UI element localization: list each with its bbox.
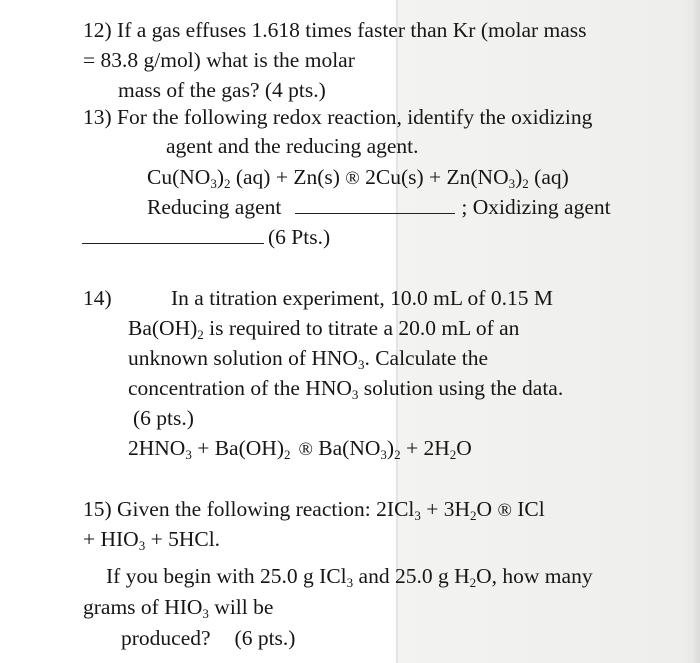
q14-line3: unknown solution of $HNO_3$. Calculate the — [128, 346, 489, 372]
q14-line2: $Ba(OH)_2$ is required to titrate a 20.0 mL of an — [128, 316, 520, 342]
oxidizing-agent-blank[interactable] — [82, 242, 264, 244]
oxidizing-agent-label: ; Oxidizing agent — [461, 195, 611, 219]
q14-equation: $2HNO_3 + Ba(OH)_2$ ® $Ba(NO_3)_2 + 2H_2O$ — [128, 436, 472, 462]
page-edge-shadow — [692, 0, 700, 663]
q14-points: (6 pts.) — [133, 406, 194, 430]
q12-line2: = 83.8 g/mol) what is the molar — [83, 48, 355, 72]
q13-points: (6 Pts.) — [268, 225, 331, 249]
reducing-agent-label: Reducing agent — [147, 195, 282, 219]
q14-line1: In a titration experiment, 10.0 mL of 0.15 M — [171, 286, 553, 310]
q13-agents-line — [147, 194, 611, 220]
q14-number: 14) — [83, 286, 112, 310]
q13-line2: agent and the reducing agent. — [166, 134, 419, 158]
q15-points: (6 pts.) — [234, 626, 296, 650]
reducing-agent-blank[interactable] — [295, 212, 455, 214]
reaction-arrow-symbol: ® — [298, 439, 313, 460]
q15-line3: If you begin with 25.0 g ICl$_3$ and 25.0 g $H_2O$, how many — [106, 564, 593, 590]
q14-line4: concentration of the $HNO_3$ solution using the data. — [128, 376, 564, 402]
reaction-arrow-symbol: ® — [345, 168, 360, 189]
q15-line2: + $HIO_3 + 5HCl$. — [83, 527, 221, 553]
q15-line4: grams of $HIO_3$ will be — [83, 595, 274, 621]
q15-line5: produced? (6 pts.) — [121, 626, 296, 650]
q15-line1: 15) Given the following reaction: $2ICl_3 + 3H_2O$ ® ICl — [83, 497, 545, 523]
q13-equation: $Cu(NO_3)_2$ (aq) + Zn(s) ® $2Cu(s) + Zn(NO_3)_2$ (aq) — [147, 165, 569, 191]
reaction-arrow-symbol: ® — [497, 500, 512, 521]
q13-line1: 13) For the following redox reaction, identify the oxidizing — [83, 105, 593, 129]
q12-line1: 12) If a gas effuses 1.618 times faster than Kr (molar mass — [83, 18, 587, 42]
q12-line3: mass of the gas? (4 pts.) — [118, 78, 326, 102]
q13-points-line — [82, 224, 330, 250]
